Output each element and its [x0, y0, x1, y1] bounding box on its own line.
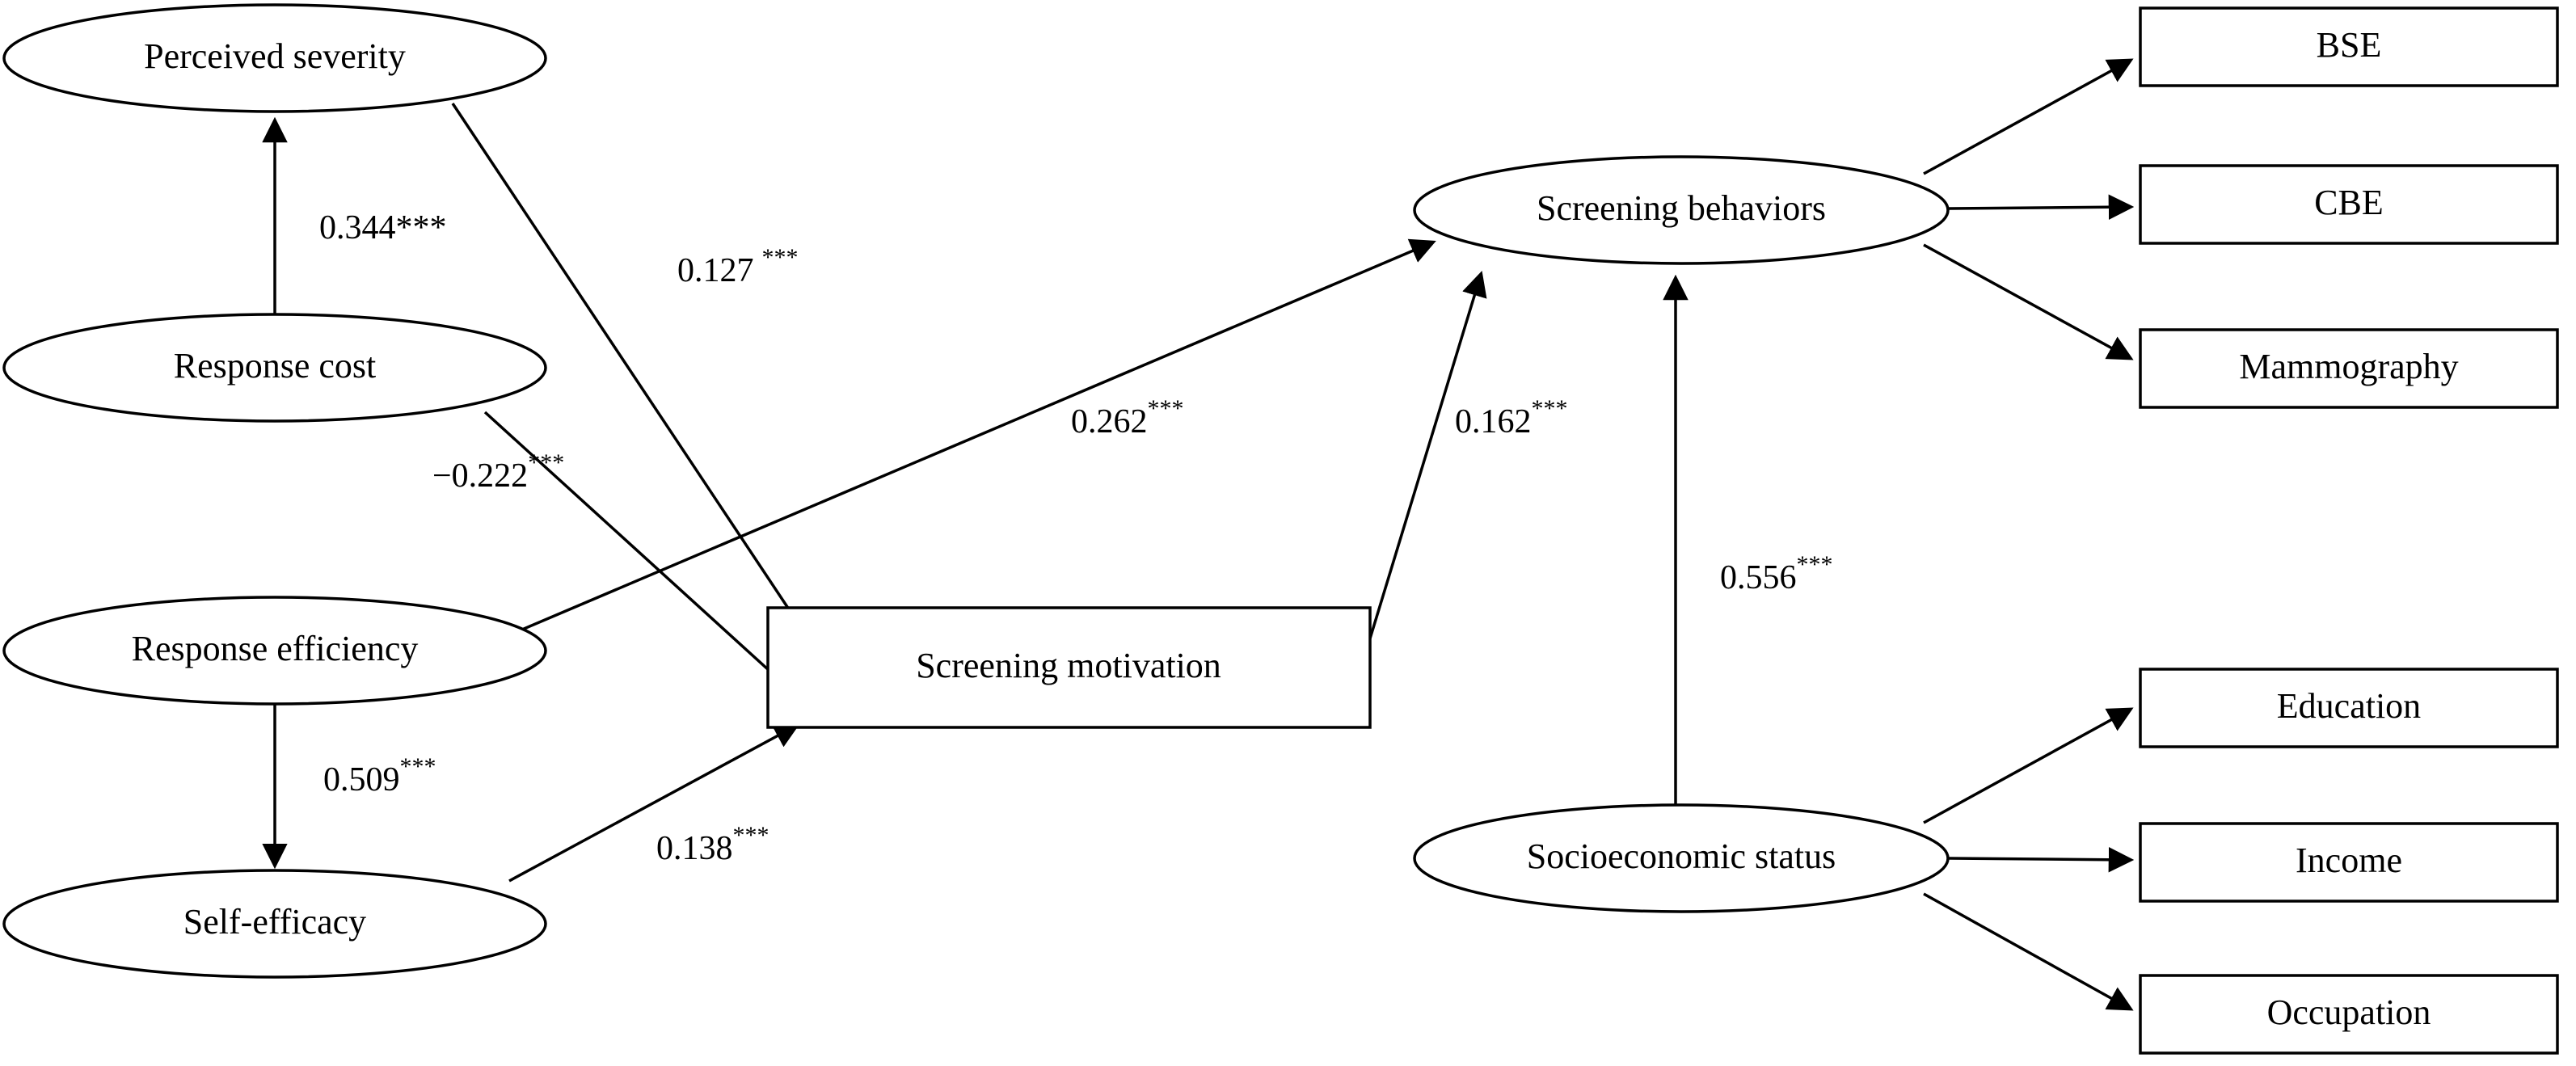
node-screening-motivation: [768, 608, 1370, 727]
node-label: BSE: [2316, 25, 2382, 65]
node-label: Mammography: [2239, 347, 2459, 387]
edge-socioeconomic-status-to-education: [1924, 710, 2130, 823]
node-response-efficiency: [4, 597, 546, 704]
node-label: CBE: [2314, 183, 2384, 223]
edge-socioeconomic-status-to-income: [1946, 858, 2130, 860]
node-label: Self-efficacy: [183, 902, 367, 942]
node-self-efficacy: [4, 870, 546, 977]
edge-response-efficiency-to-screening-behaviors: [501, 242, 1432, 638]
node-socioeconomic-status: [1414, 805, 1948, 912]
edge-screening-behaviors-to-bse: [1924, 61, 2130, 174]
edge-socioeconomic-status-to-occupation: [1924, 894, 2130, 1009]
edge-label-response-cost-to-screening-motivation: −0.222***: [432, 449, 565, 495]
node-cbe: [2140, 166, 2557, 243]
node-label: Occupation: [2266, 992, 2431, 1033]
node-perceived-severity: [4, 5, 546, 112]
node-occupation: [2140, 975, 2557, 1053]
node-label: Socioeconomic status: [1526, 836, 1836, 877]
edge-label-screening-motivation-to-screening-behaviors: 0.162***: [1455, 395, 1568, 440]
edge-label-response-cost-to-perceived-severity: 0.344***: [319, 209, 447, 246]
edge-label-socioeconomic-status-to-screening-behaviors: 0.556***: [1720, 551, 1833, 596]
node-label: Response efficiency: [131, 629, 419, 669]
edge-screening-behaviors-to-mammography: [1924, 245, 2130, 358]
edge-screening-motivation-to-screening-behaviors: [1370, 275, 1481, 638]
node-label: Screening motivation: [916, 646, 1221, 686]
node-bse: [2140, 8, 2557, 86]
node-screening-behaviors: [1414, 157, 1948, 263]
node-label: Education: [2276, 686, 2422, 727]
edge-label-response-efficiency-to-screening-behaviors: 0.262***: [1071, 395, 1184, 440]
edge-label-response-efficiency-to-self-efficacy: 0.509***: [323, 753, 436, 798]
edge-labels-layer: [319, 209, 1833, 867]
edge-screening-behaviors-to-cbe: [1946, 207, 2130, 209]
node-mammography: [2140, 330, 2557, 407]
node-response-cost: [4, 314, 546, 421]
node-label: Perceived severity: [144, 36, 406, 77]
node-label: Response cost: [173, 346, 377, 386]
edge-label-self-efficacy-to-screening-motivation: 0.138***: [656, 822, 769, 867]
node-education: [2140, 669, 2557, 747]
nodes-layer: [4, 5, 2557, 1053]
node-label: Screening behaviors: [1537, 188, 1826, 229]
edge-label-perceived-severity-to-screening-motivation: 0.127 ***: [677, 244, 799, 289]
edge-self-efficacy-to-screening-motivation: [509, 726, 796, 881]
node-label: Income: [2296, 841, 2402, 881]
node-income: [2140, 824, 2557, 901]
